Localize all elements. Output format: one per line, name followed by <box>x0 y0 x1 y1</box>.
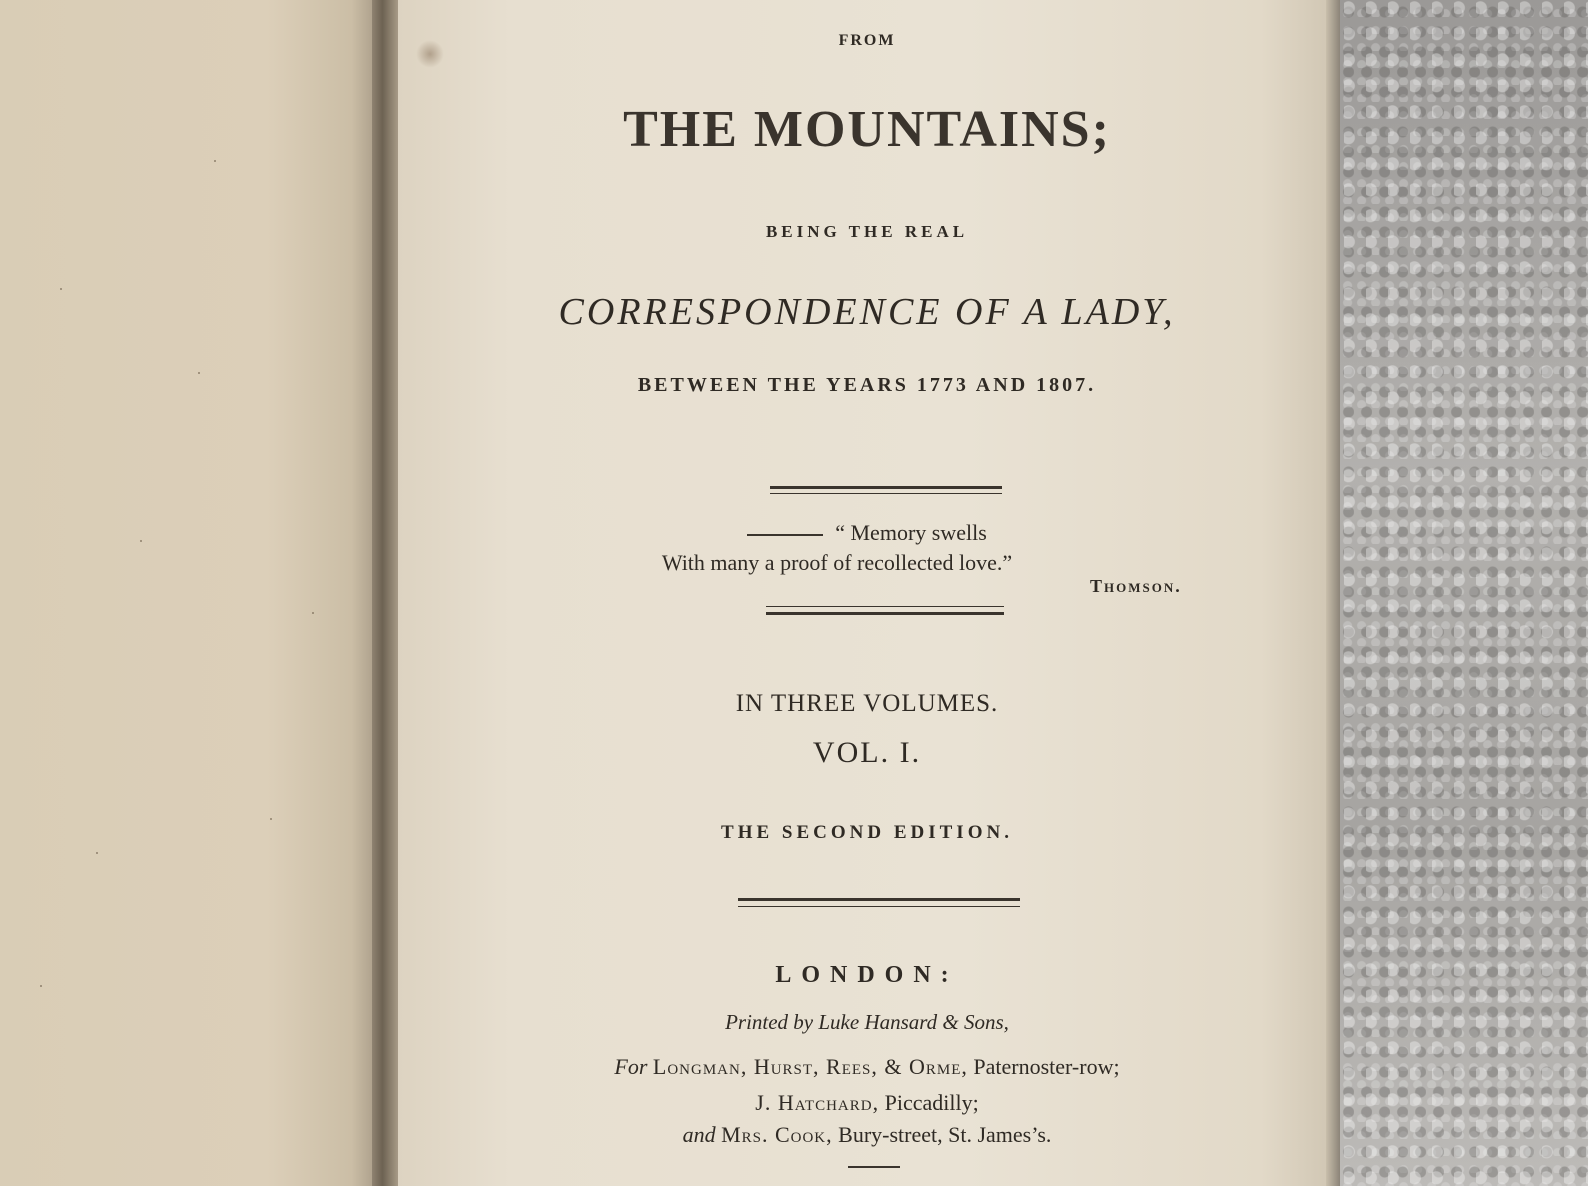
publisher-3-place: Bury-street, St. James’s. <box>838 1122 1052 1147</box>
publisher-2-place: Piccadilly; <box>884 1090 979 1115</box>
imprint-publishers-line-1 <box>398 1054 1336 1080</box>
publishers-1-place: Paternoster-row; <box>973 1054 1120 1079</box>
epigraph-line-2: With many a proof of recollected love.” <box>661 550 1013 575</box>
imprint-publishers-line-2 <box>398 1090 1336 1116</box>
epigraph-text-1: “ Memory swells <box>835 520 987 545</box>
bottom-rule <box>848 1166 900 1168</box>
double-rule-top-upper <box>770 486 1002 489</box>
publisher-2: J. Hatchard, <box>755 1090 880 1115</box>
volume-number: VOL. I. <box>812 736 922 769</box>
date-range-line: BETWEEN THE YEARS 1773 AND 1807. <box>637 374 1097 396</box>
double-rule-bottom-lower <box>738 906 1020 907</box>
imprint-publishers-line-3 <box>398 1122 1336 1148</box>
book-title: THE MOUNTAINS; <box>623 101 1111 158</box>
imprint-printer: Printed by Luke Hansard & Sons, <box>725 1010 1009 1034</box>
epigraph-dash <box>747 534 823 536</box>
double-rule-bottom-upper <box>738 898 1020 901</box>
epigraph-line-1 <box>398 520 1336 546</box>
edition-line: THE SECOND EDITION. <box>721 822 1013 843</box>
and-prefix: and <box>682 1122 716 1147</box>
publishers-1: Longman, Hurst, Rees, & Orme, <box>652 1054 968 1079</box>
volumes-line: IN THREE VOLUMES. <box>735 690 999 717</box>
carpet-background <box>1300 0 1588 1186</box>
publisher-3: Mrs. Cook, <box>721 1122 833 1147</box>
double-rule-mid-upper <box>766 606 1004 607</box>
from-line: FROM <box>838 32 896 49</box>
subtitle: CORRESPONDENCE OF A LADY, <box>558 291 1176 333</box>
for-prefix: For <box>614 1054 648 1079</box>
being-line: BEING THE REAL <box>765 222 969 241</box>
epigraph-attribution: Thomson. <box>1090 576 1182 596</box>
imprint-city: LONDON: <box>775 962 959 988</box>
double-rule-top-lower <box>770 493 1002 494</box>
title-page <box>398 0 1336 1186</box>
page-edge-shadow <box>1326 0 1340 1186</box>
double-rule-mid-lower <box>766 612 1004 615</box>
left-blank-page <box>0 0 382 1186</box>
